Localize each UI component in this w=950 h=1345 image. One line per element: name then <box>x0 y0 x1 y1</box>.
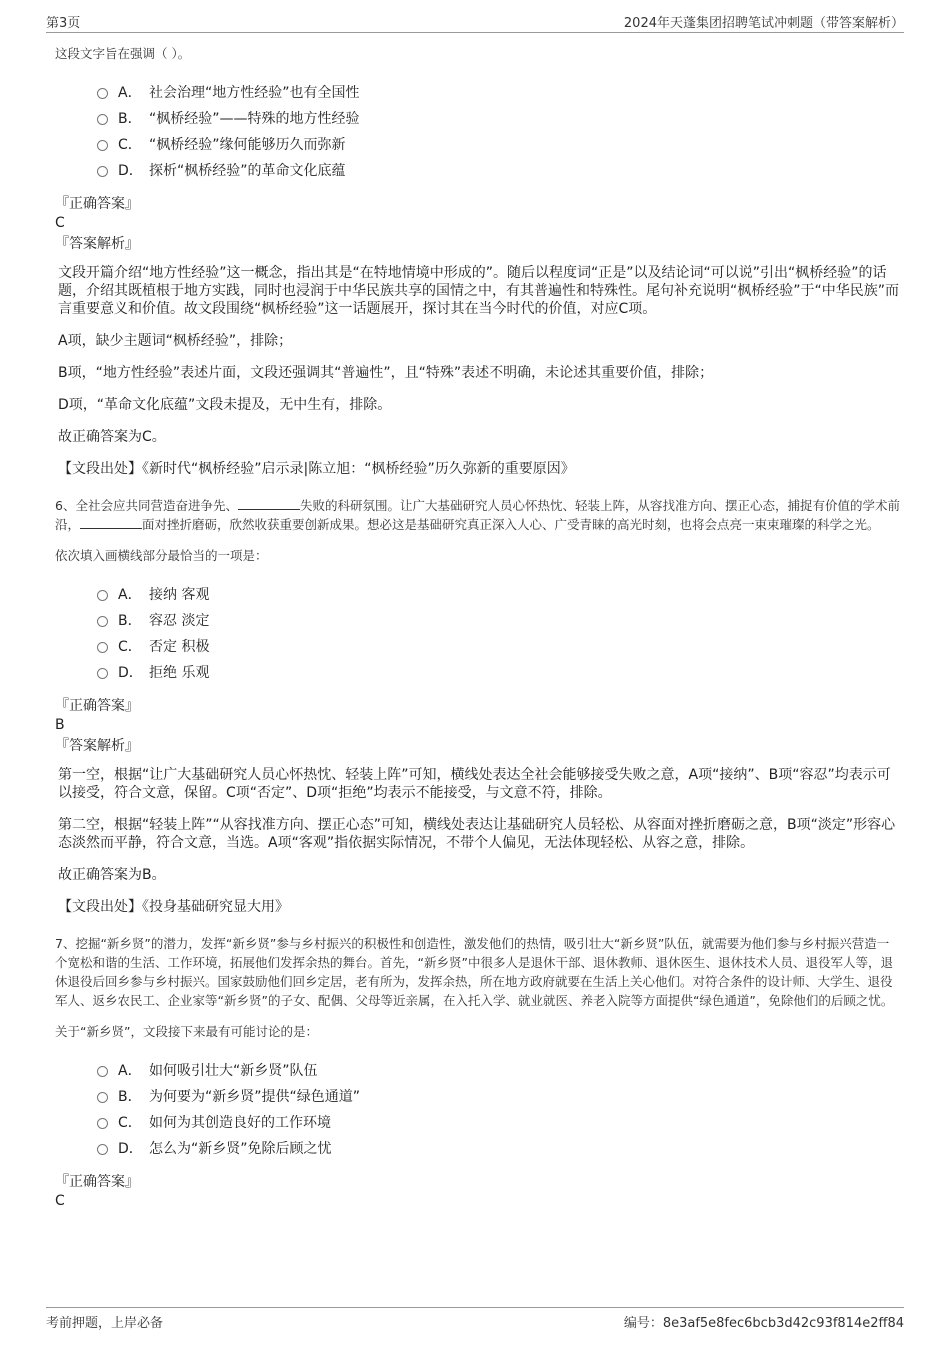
page-number: 第3页 <box>46 16 81 31</box>
question-stem <box>55 496 900 534</box>
option-b[interactable] <box>97 1083 900 1109</box>
option-text: 容忍 淡定 <box>149 613 210 629</box>
radio-icon[interactable] <box>97 166 108 177</box>
stem-part: 6、全社会应共同营造奋进争先、 <box>55 498 238 513</box>
footer-divider <box>46 1307 904 1308</box>
option-key: A． <box>118 587 142 603</box>
option-text: 如何为其创造良好的工作环境 <box>149 1115 331 1131</box>
option-text: “枫桥经验”——特殊的地方性经验 <box>149 111 360 127</box>
option-key: D． <box>118 665 143 681</box>
analysis-paragraph: 故正确答案为B。 <box>58 867 166 883</box>
page-content <box>55 44 900 1211</box>
analysis-paragraph: 第一空，根据“让广大基础研究人员心怀热忱、轻装上阵”可知，横线处表达全社会能够接受失败之意，A项“接纳”、B项“容忍”均表示可以接受，符合文意，保留。C项“否定”、D项“拒绝”均表示不能接受，与文意不符，排除。 <box>58 767 891 801</box>
option-d[interactable] <box>97 157 900 183</box>
option-c[interactable] <box>97 131 900 157</box>
option-a[interactable] <box>97 79 900 105</box>
option-key: D． <box>118 1141 143 1157</box>
option-text: 否定 积极 <box>149 639 210 655</box>
option-text: 接纳 客观 <box>149 587 210 603</box>
option-key: B． <box>118 613 142 629</box>
option-list <box>97 1057 900 1161</box>
radio-icon[interactable] <box>97 1092 108 1103</box>
option-d[interactable] <box>97 659 900 685</box>
stem-part: 失败的科研氛围。让广大基础研究人员心怀热忱、轻装上阵，从容找准方向、摆正心态，捕捉有价值的学术前沿， <box>55 498 900 532</box>
source-citation: 【文段出处】《新时代“枫桥经验”启示录|陈立旭：“枫桥经验”历久弥新的重要原因》 <box>58 461 575 477</box>
option-key: D． <box>118 163 143 179</box>
correct-answer-label: 『正确答案』 <box>55 698 139 714</box>
document-id: 编号：8e3af5e8fec6bcb3d42c93f814e2ff84 <box>623 1316 904 1331</box>
analysis-paragraph: B项，“地方性经验”表述片面，文段还强调其“普遍性”，且“特殊”表述不明确，未论述其重要价值，排除； <box>58 365 714 381</box>
fill-blank <box>238 497 300 510</box>
radio-icon[interactable] <box>97 1118 108 1129</box>
option-a[interactable] <box>97 581 900 607</box>
option-a[interactable] <box>97 1057 900 1083</box>
option-c[interactable] <box>97 1109 900 1135</box>
option-key: C． <box>118 137 142 153</box>
radio-icon[interactable] <box>97 590 108 601</box>
header-divider <box>46 32 904 33</box>
question-stem: 7、挖掘“新乡贤”的潜力，发挥“新乡贤”参与乡村振兴的积极性和创造性，激发他们的热情，吸引壮大“新乡贤”队伍，就需要为他们参与乡村振兴营造一个宽松和谐的生活、工作环境，拓展他们发挥余热的舞台。首先，“新乡贤”中很多人是退休干部、退休教师、退休医生、退休技术人员、退役军人等，退休退役后回乡参与乡村振兴。国家鼓励他们回乡定居，老有所为，发挥余热，所在地方政府就要在生活上关心他们。对符合条件的设计师、大学生、退役军人、返乡农民工、企业家等“新乡贤”的子女、配偶、父母等近亲属，在入托入学、就业就医、养老入院等方面提供“绿色通道”，免除他们的后顾之忧。 <box>55 936 894 1008</box>
source-citation: 【文段出处】《投身基础研究显大用》 <box>58 899 289 915</box>
correct-answer-label: 『正确答案』 <box>55 1174 139 1190</box>
radio-icon[interactable] <box>97 88 108 99</box>
option-text: 社会治理“地方性经验”也有全国性 <box>149 85 360 101</box>
option-text: 如何吸引壮大“新乡贤”队伍 <box>149 1063 318 1079</box>
option-text: 探析“枫桥经验”的革命文化底蕴 <box>149 163 346 179</box>
footer-slogan: 考前押题，上岸必备 <box>46 1316 164 1331</box>
option-key: A． <box>118 1063 142 1079</box>
correct-answer: B <box>55 717 65 733</box>
option-key: A． <box>118 85 142 101</box>
option-b[interactable] <box>97 607 900 633</box>
analysis-paragraph: A项，缺少主题词“枫桥经验”，排除； <box>58 333 293 349</box>
option-list <box>97 79 900 183</box>
radio-icon[interactable] <box>97 668 108 679</box>
question-prompt: 依次填入画横线部分最恰当的一项是： <box>55 548 268 563</box>
option-text: 为何要为“新乡贤”提供“绿色通道” <box>149 1089 361 1105</box>
correct-answer: C <box>55 215 65 231</box>
question-prompt: 关于“新乡贤”，文段接下来最有可能讨论的是： <box>55 1024 318 1039</box>
radio-icon[interactable] <box>97 140 108 151</box>
page-header <box>46 12 904 32</box>
analysis-label: 『答案解析』 <box>55 738 139 754</box>
option-text: “枫桥经验”缘何能够历久而弥新 <box>149 137 346 153</box>
option-key: C． <box>118 639 142 655</box>
stem-part: 面对挫折磨砺，欣然收获重要创新成果。想必这是基础研究真正深入人心、广受青睐的高光时刻，也将会点亮一束束璀璨的科学之光。 <box>142 517 880 532</box>
option-list <box>97 581 900 685</box>
document-title: 2024年天蓬集团招聘笔试冲刺题（带答案解析） <box>623 16 904 31</box>
analysis-paragraph: 第二空，根据“轻装上阵”“从容找准方向、摆正心态”可知，横线处表达让基础研究人员轻松、从容面对挫折磨砺之意，B项“淡定”形容心态淡然而平静，符合文意，当选。A项“客观”指依据实际情况，不带个人偏见，无法体现轻松、从容之意，排除。 <box>58 817 896 851</box>
question-stem: 这段文字旨在强调（ ）。 <box>55 46 191 61</box>
option-d[interactable] <box>97 1135 900 1161</box>
analysis-paragraph: 故正确答案为C。 <box>58 429 166 445</box>
radio-icon[interactable] <box>97 616 108 627</box>
option-b[interactable] <box>97 105 900 131</box>
option-c[interactable] <box>97 633 900 659</box>
fill-blank <box>80 516 142 529</box>
analysis-label: 『答案解析』 <box>55 236 139 252</box>
analysis-paragraph: 文段开篇介绍“地方性经验”这一概念，指出其是“在特地情境中形成的”。随后以程度词“正是”以及结论词“可以说”引出“枫桥经验”的话题，介绍其既植根于地方实践，同时也浸润于中华民族共享的国情之中，有其普遍性和特殊性。尾句补充说明“枫桥经验”于“中华民族”而言重要意义和价值。故文段围绕“枫桥经验”这一话题展开，探讨其在当今时代的价值，对应C项。 <box>58 265 900 317</box>
option-text: 拒绝 乐观 <box>149 665 210 681</box>
correct-answer-label: 『正确答案』 <box>55 196 139 212</box>
option-key: B． <box>118 1089 142 1105</box>
option-key: C． <box>118 1115 142 1131</box>
radio-icon[interactable] <box>97 1144 108 1155</box>
analysis-paragraph: D项，“革命文化底蕴”文段未提及，无中生有，排除。 <box>58 397 392 413</box>
option-text: 怎么为“新乡贤”免除后顾之忧 <box>149 1141 332 1157</box>
radio-icon[interactable] <box>97 114 108 125</box>
correct-answer: C <box>55 1193 65 1209</box>
option-key: B． <box>118 111 142 127</box>
radio-icon[interactable] <box>97 1066 108 1077</box>
radio-icon[interactable] <box>97 642 108 653</box>
